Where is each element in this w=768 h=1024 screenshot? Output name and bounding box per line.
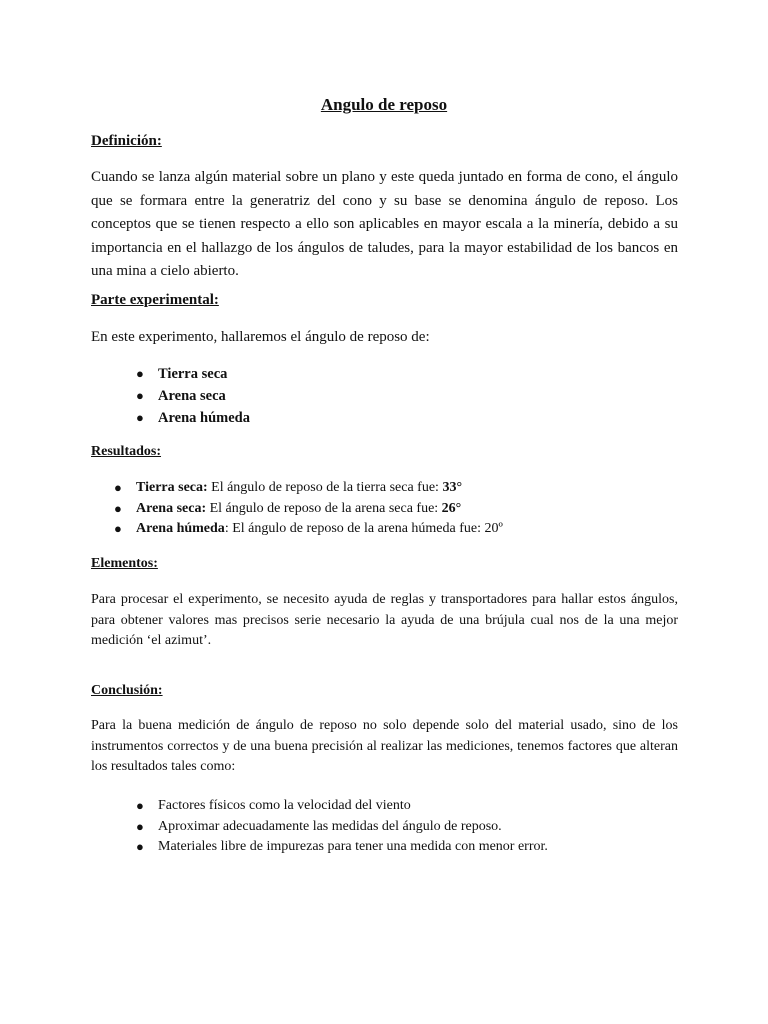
bullet-icon: ● bbox=[136, 410, 144, 425]
heading-parte-experimental: Parte experimental: bbox=[91, 292, 219, 308]
bullet-icon: ● bbox=[136, 366, 144, 381]
list-item bbox=[114, 519, 503, 540]
result-text: El ángulo de reposo de la tierra seca fue: bbox=[207, 480, 443, 495]
heading-elementos: Elementos: bbox=[91, 556, 158, 571]
list-item: ● Tierra seca bbox=[158, 363, 250, 385]
materials-list bbox=[136, 363, 250, 429]
list-item bbox=[114, 499, 503, 520]
factors-list bbox=[136, 796, 548, 858]
list-item: ● Aproximar adecuadamente las medidas del ángulo de reposo. bbox=[158, 817, 548, 838]
list-item: ● Arena seca bbox=[158, 385, 250, 407]
list-item: ● Factores físicos como la velocidad del viento bbox=[158, 796, 548, 817]
bullet-icon: ● bbox=[114, 480, 122, 495]
bullet-icon: ● bbox=[114, 500, 122, 516]
bullet-icon: ● bbox=[136, 798, 144, 813]
parte-experimental-intro: En este experimento, hallaremos el ángulo de reposo de: bbox=[91, 329, 430, 345]
result-value: 33° bbox=[442, 480, 463, 495]
elementos-paragraph: Para procesar el experimento, se necesito ayuda de reglas y transportadores para hallar estos ángulos, para obtener valores mas precisos serie necesario la ayuda de una brújula cual nos de la una mejor medición ‘el azimut’. bbox=[91, 592, 678, 648]
bullet-icon: ● bbox=[136, 818, 144, 834]
page-title: Angulo de reposo bbox=[320, 95, 448, 114]
result-text: El ángulo de reposo de la arena seca fue: bbox=[206, 500, 442, 516]
list-item bbox=[114, 478, 503, 499]
list-item: ● Arena húmeda bbox=[158, 407, 250, 429]
result-value: 26° bbox=[441, 500, 462, 516]
list-item: ● Materiales libre de impurezas para tener una medida con menor error. bbox=[158, 837, 548, 858]
heading-resultados: Resultados: bbox=[91, 444, 162, 459]
conclusion-paragraph: Para la buena medición de ángulo de reposo no solo depende solo del material usado, sino de los instrumentos correctos y de una buena precisión al realizar las mediciones, tenemos factores que alteran los resultados tales como: bbox=[91, 718, 678, 774]
heading-definicion: Definición: bbox=[91, 133, 162, 149]
bullet-icon: ● bbox=[136, 388, 144, 403]
result-label: Arena húmeda bbox=[136, 521, 225, 536]
bullet-icon: ● bbox=[114, 521, 122, 536]
result-label: Tierra seca: bbox=[136, 480, 208, 495]
heading-conclusion: Conclusión: bbox=[91, 683, 163, 698]
result-label: Arena seca: bbox=[136, 500, 207, 516]
result-text: : El ángulo de reposo de la arena húmeda fue: 20º bbox=[224, 521, 503, 536]
bullet-icon: ● bbox=[136, 839, 144, 854]
definicion-paragraph: Cuando se lanza algún material sobre un plano y este queda juntado en forma de cono, el ángulo que se formara entre la generatriz del cono y su base se denomina ángulo de reposo. Los conceptos que se tienen respecto a ello son aplicables en mayor escala a la minería, debido a su importancia en el hallazgo de los ángulos de taludes, para la mayor estabilidad de los bancos en una mina a cielo abierto. bbox=[91, 169, 678, 279]
results-list bbox=[114, 478, 503, 540]
